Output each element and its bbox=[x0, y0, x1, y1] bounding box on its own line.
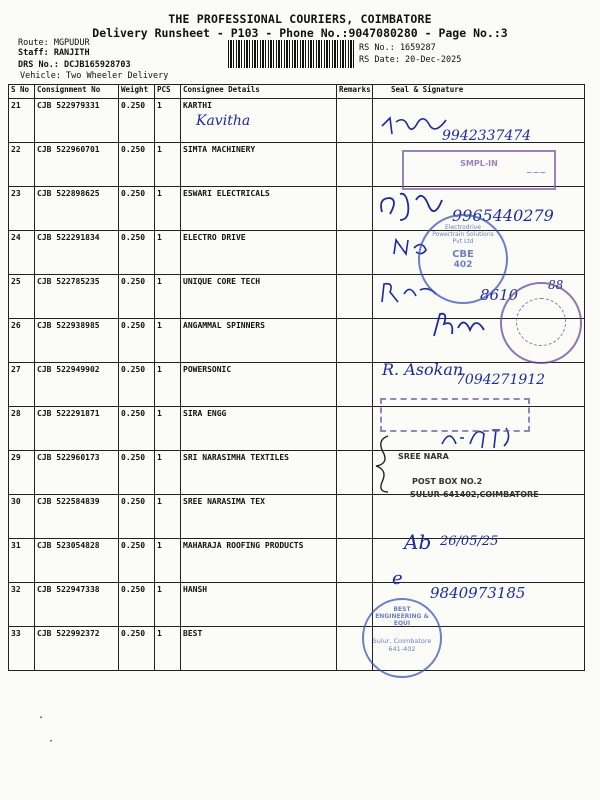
seal-28 bbox=[380, 398, 530, 432]
handwritten-name: R. Asokan bbox=[382, 360, 464, 379]
stamp-text: SMPL-IN bbox=[460, 159, 498, 168]
table-row: 33 CJB 522992372 0.250 1 BEST bbox=[9, 627, 585, 671]
stamp-name: SREE NARA bbox=[398, 452, 449, 461]
table-row: 24 CJB 522291834 0.250 1 ELECTRO DRIVE bbox=[9, 231, 585, 275]
col-sno: S No bbox=[9, 85, 35, 99]
seal-inner-ring bbox=[516, 298, 566, 346]
table-row: 30 CJB 522584839 0.250 1 SREE NARASIMA TEX bbox=[9, 495, 585, 539]
table-row: 21 CJB 522979331 0.250 1 KARTHI bbox=[9, 99, 585, 143]
table-row: 29 CJB 522960173 0.250 1 SRI NARASIMHA TEXTILES bbox=[9, 451, 585, 495]
table-row: 28 CJB 522291871 0.250 1 SIRA ENGG bbox=[9, 407, 585, 451]
col-consignment: Consignment No bbox=[35, 85, 119, 99]
initials-31: Ab bbox=[404, 530, 432, 554]
stray-mark: · bbox=[48, 736, 55, 747]
handwritten-name: Kavitha bbox=[196, 113, 251, 129]
handwritten-phone: 9840973185 bbox=[430, 584, 526, 602]
col-pcs: PCS bbox=[155, 85, 181, 99]
handwritten-phone: 7094271912 bbox=[456, 372, 546, 388]
handwritten-phone-tail: 88 bbox=[548, 278, 564, 292]
initial-33: e bbox=[392, 568, 403, 589]
stamp-code-text: 402 bbox=[453, 260, 473, 270]
stamp-ring-text: Electrodrive Powertrain Solutions Pvt Ltd bbox=[432, 224, 494, 245]
col-consignee: Consignee Details bbox=[181, 85, 337, 99]
handwritten-phone: 8610 bbox=[480, 286, 519, 304]
rs-date: RS Date: 20-Dec-2025 bbox=[359, 55, 462, 65]
handwritten-date: 26/05/25 bbox=[440, 534, 499, 549]
simpl-stamp bbox=[402, 150, 556, 190]
runsheet-title: THE PROFESSIONAL COURIERS, COIMBATORE bbox=[168, 12, 432, 26]
signature-21 bbox=[380, 112, 450, 138]
table-row: 23 CJB 522898625 0.250 1 ESWARI ELECTRICALS bbox=[9, 187, 585, 231]
stamp-place: Sulur, Coimbatore bbox=[372, 637, 432, 645]
table-row: 22 CJB 522960701 0.250 1 SIMTA MACHINERY bbox=[9, 143, 585, 187]
stamp-place: SULUR-641402,COIMBATORE bbox=[410, 490, 539, 499]
signature-23 bbox=[376, 190, 446, 226]
table-row: 26 CJB 522938985 0.250 1 ANGAMMAL SPINNERS bbox=[9, 319, 585, 363]
signature-26 bbox=[430, 310, 490, 340]
sree-stamp bbox=[398, 452, 539, 499]
col-seal: Seal & Signature bbox=[373, 85, 585, 99]
stamp-ring-text: BEST ENGINEERING & EQUI bbox=[375, 606, 429, 627]
drs-number: DRS No.: DCJB165928703 bbox=[18, 60, 131, 70]
stamp-scribble: ~~~ bbox=[525, 168, 546, 177]
col-remarks: Remarks bbox=[337, 85, 373, 99]
rs-number: RS No.: 1659287 bbox=[359, 43, 436, 53]
runsheet-subtitle: Delivery Runsheet - P103 - Phone No.:9047080280 - Page No.:3 bbox=[92, 26, 508, 40]
col-weight: Weight bbox=[119, 85, 155, 99]
stamp-center-text: CBE bbox=[452, 249, 474, 260]
stamp-postbox: POST BOX NO.2 bbox=[412, 477, 483, 486]
table-row: 31 CJB 523054828 0.250 1 MAHARAJA ROOFING PRODUCTS bbox=[9, 539, 585, 583]
electrodrive-stamp bbox=[418, 214, 508, 304]
handwritten-phone: 9965440279 bbox=[452, 206, 554, 225]
best-engineering-stamp bbox=[362, 598, 442, 678]
table-header-row bbox=[9, 85, 585, 99]
table-row: 25 CJB 522785235 0.250 1 UNIQUE CORE TECH bbox=[9, 275, 585, 319]
table-row: 27 CJB 522949902 0.250 1 POWERSONIC bbox=[9, 363, 585, 407]
brace-mark bbox=[372, 434, 392, 494]
stray-mark: . bbox=[38, 710, 45, 721]
handwritten-phone: 9942337474 bbox=[442, 128, 532, 144]
circular-seal bbox=[500, 282, 582, 364]
table-row: 32 CJB 522947338 0.250 1 HANSH bbox=[9, 583, 585, 627]
stamp-code: 641-402 bbox=[388, 645, 416, 653]
barcode bbox=[228, 40, 356, 68]
staff-label: Staff: RANJITH bbox=[18, 48, 90, 58]
route-label: Route: MGPUDUR bbox=[18, 38, 90, 48]
vehicle-label: Vehicle: Two Wheeler Delivery bbox=[20, 71, 169, 81]
